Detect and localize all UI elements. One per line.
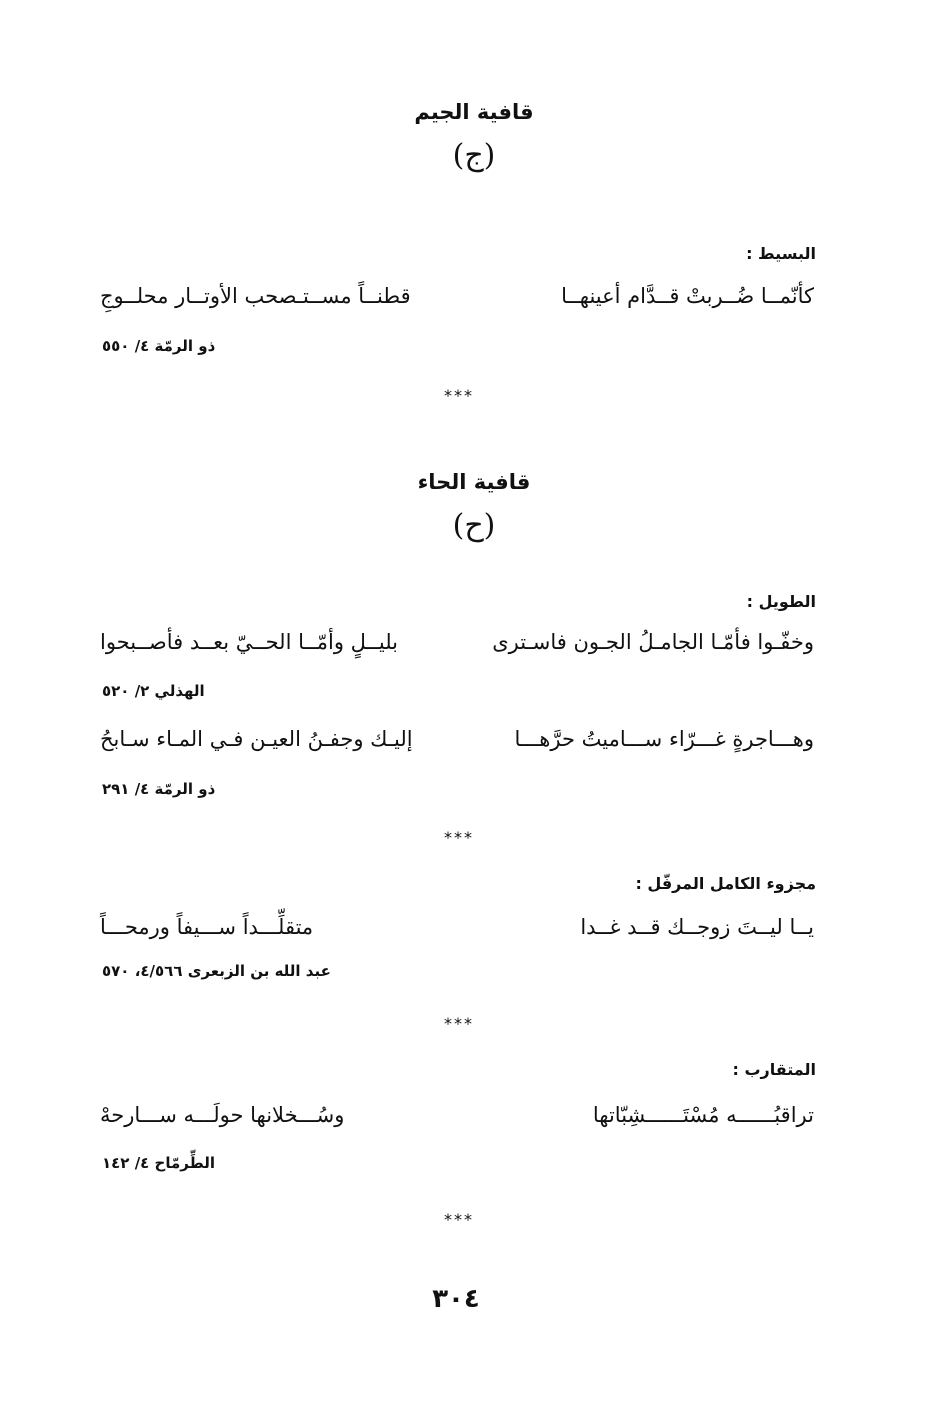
verse-citation: الهذلي ٢/ ٥٢٠ — [102, 682, 205, 700]
verse-hemistich-first: كأنّمــا ضُــربتْ قــدَّام أعينهــا — [561, 284, 814, 308]
verse-citation: الطِّرمّاح ٤/ ١٤٢ — [102, 1154, 215, 1172]
meter-label: الطويل : — [746, 592, 816, 611]
verse-hemistich-first: يــا ليــتَ زوجــك قــد غــدا — [580, 915, 814, 939]
meter-label: مجزوء الكامل المرفّل : — [635, 874, 816, 893]
verse-hemistich-second: قطنــاً مســتـصحب الأوتــار محلــوجِ — [100, 284, 411, 308]
section-separator: *** — [444, 828, 474, 847]
meter-label: البسيط : — [746, 244, 816, 263]
section-heading-jim: قافية الجيم — [414, 100, 534, 124]
verse-hemistich-second: وسُـــخلانها حولَـــه ســـارحهْ — [100, 1103, 345, 1127]
page-number: ٣٠٤ — [432, 1284, 480, 1314]
section-separator: *** — [444, 1014, 474, 1033]
verse-citation: ذو الرمّة ٤/ ٢٩١ — [102, 780, 216, 798]
section-letter-ha: (ح) — [452, 508, 496, 543]
section-heading-ha: قافية الحاء — [417, 470, 531, 494]
verse-hemistich-first: وهـــاجرةٍ غـــرّاء ســـاميتُ حرَّهـــا — [514, 727, 814, 751]
section-letter-jim: (ج) — [452, 138, 496, 173]
verse-hemistich-first: تراقبُــــــه مُسْتَــــــشِبّاتها — [592, 1103, 814, 1127]
section-separator: *** — [444, 386, 474, 405]
meter-label: المتقارب : — [732, 1060, 816, 1079]
verse-hemistich-first: وخفّـوا فأمّـا الجامـلُ الجـون فاسـترى — [492, 630, 814, 654]
section-separator: *** — [444, 1210, 474, 1229]
verse-hemistich-second: متقلِّـــداً ســـيفاً ورمحـــاً — [100, 915, 314, 939]
verse-citation: عبد الله بن الزبعرى ٤/٥٦٦، ٥٧٠ — [102, 962, 331, 980]
verse-citation: ذو الرمّة ٤/ ٥٥٠ — [102, 337, 216, 355]
verse-hemistich-second: إليـك وجفـنُ العيـن فـي المـاء سـابحُ — [100, 727, 413, 751]
verse-hemistich-second: بليــلٍ وأمّــا الحــيّ بعــد فأصــبحوا — [100, 630, 399, 654]
